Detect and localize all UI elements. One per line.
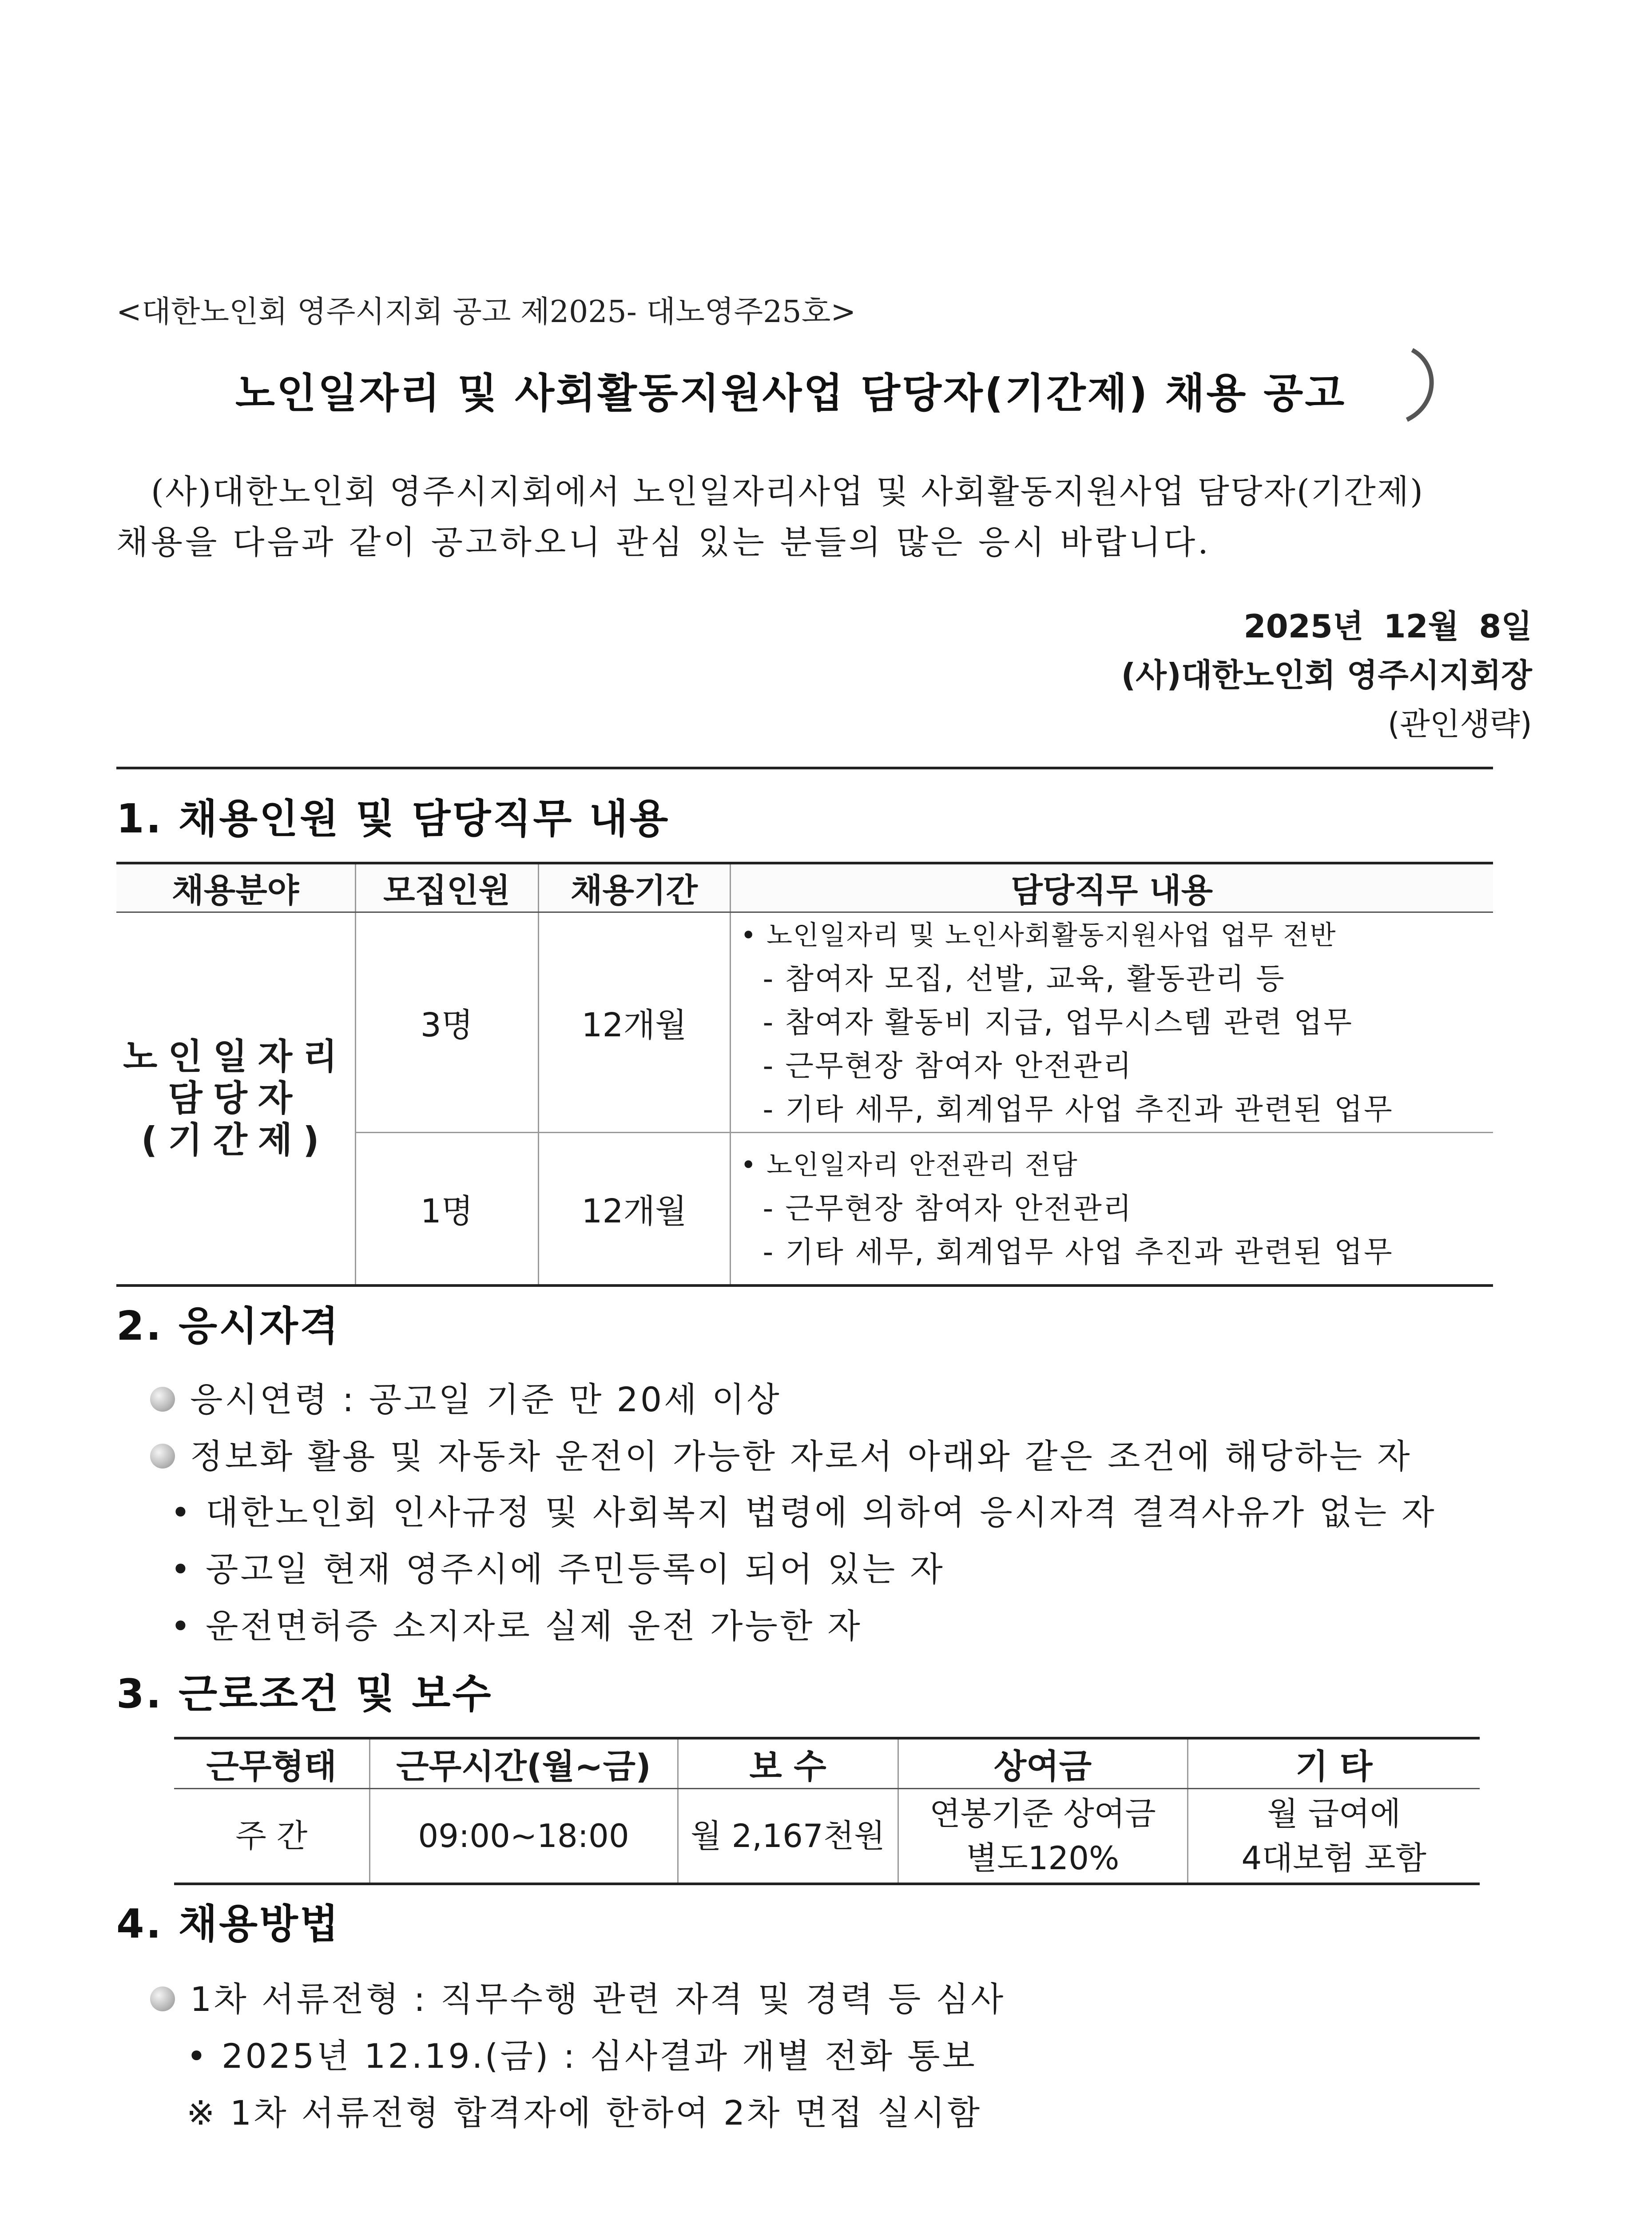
- work-hours-cell: 09:00~18:00: [369, 1789, 678, 1884]
- header-etc: 기 타: [1187, 1738, 1480, 1789]
- header-count: 모집인원: [355, 863, 538, 912]
- duties-cell: [730, 1133, 1493, 1286]
- header-work-type: 근무형태: [174, 1738, 369, 1789]
- qualification-text: 정보화 활용 및 자동차 운전이 가능한 자로서 아래와 같은 조건에 해당하는 자: [190, 1437, 1412, 1476]
- count-cell: 1명: [355, 1133, 538, 1286]
- header-period: 채용기간: [538, 863, 730, 912]
- duty-line: • 노인일자리 안전관리 전담: [740, 1149, 1078, 1181]
- section-3-heading: 3. 근로조건 및 보수: [116, 1671, 493, 1717]
- header-work-hours: 근무시간(월~금): [369, 1738, 678, 1789]
- table-row: [116, 912, 1493, 1133]
- qualification-subitem: • 공고일 현재 영주시에 주민등록이 되어 있는 자: [171, 1549, 945, 1589]
- issuer-name: (사)대한노인회 영주시지회장: [1121, 657, 1532, 694]
- field-cell: [116, 912, 355, 1286]
- intro-line-2: 채용을 다음과 같이 공고하오니 관심 있는 분들의 많은 응시 바랍니다.: [116, 523, 1211, 561]
- section-2-heading: 2. 응시자격: [116, 1303, 340, 1349]
- etc-line-1: 월 급여에: [1267, 1795, 1401, 1832]
- duty-line: - 기타 세무, 회계업무 사업 추진과 관련된 업무: [762, 1234, 1394, 1269]
- duty-line: - 참여자 활동비 지급, 업무시스템 관련 업무: [762, 1005, 1354, 1039]
- method-text: 1차 서류전형 : 직무수행 관련 자격 및 경력 등 심사: [190, 1979, 1006, 2019]
- seal-omitted-note: (관인생략): [1387, 706, 1532, 742]
- divider-rule: [116, 767, 1493, 769]
- qualification-text: 응시연령 : 공고일 기준 만 20세 이상: [190, 1380, 782, 1419]
- qualification-item: [150, 1373, 782, 1421]
- period-cell: 12개월: [538, 912, 730, 1133]
- field-line-2: 담당자: [168, 1077, 303, 1119]
- header-bonus: 상여금: [898, 1738, 1187, 1789]
- duties-cell: [730, 912, 1493, 1133]
- header-field: 채용분야: [116, 863, 355, 912]
- pay-cell: 월 2,167천원: [678, 1789, 898, 1884]
- bonus-line-1: 연봉기준 상여금: [929, 1795, 1156, 1832]
- section-4-heading: 4. 채용방법: [116, 1901, 340, 1947]
- section-1-heading: 1. 채용인원 및 담당직무 내용: [116, 796, 670, 842]
- qualification-item: [150, 1429, 1412, 1478]
- page-title: 노인일자리 및 사회활동지원사업 담당자(기간제) 채용 공고: [235, 370, 1346, 417]
- work-type-cell: 주 간: [174, 1789, 369, 1884]
- title-bracket-decoration: [1403, 346, 1443, 422]
- recruitment-table: [116, 862, 1493, 1287]
- field-line-1: 노인일자리: [123, 1035, 348, 1077]
- field-line-3: (기간제): [141, 1119, 330, 1161]
- table-header-row: [174, 1738, 1480, 1789]
- header-duties: 담당직무 내용: [730, 863, 1493, 912]
- bonus-line-2: 별도120%: [966, 1839, 1120, 1877]
- etc-line-2: 4대보험 포함: [1241, 1839, 1426, 1877]
- notice-date: 2025년 12월 8일: [1243, 608, 1532, 645]
- duty-line: - 참여자 모집, 선발, 교육, 활동관리 등: [762, 961, 1286, 996]
- qualification-subitem: • 운전면허증 소지자로 실제 운전 가능한 자: [171, 1606, 862, 1646]
- notice-number: <대한노인회 영주시지회 공고 제2025- 대노영주25호>: [116, 295, 856, 330]
- title-banner: [209, 342, 1443, 422]
- qualification-subitem: • 대한노인회 인사규정 및 사회복지 법령에 의하여 응시자격 결격사유가 없는 자: [171, 1493, 1437, 1532]
- bullet-circle-icon: [150, 1444, 175, 1469]
- method-item: [150, 1972, 1005, 2021]
- table-header-row: [116, 863, 1493, 912]
- duty-line: • 노인일자리 및 노인사회활동지원사업 업무 전반: [740, 919, 1337, 951]
- bullet-circle-icon: [150, 1986, 175, 2011]
- intro-line-1: (사)대한노인회 영주시지회에서 노인일자리사업 및 사회활동지원사업 담당자(기간제): [151, 473, 1425, 511]
- bonus-cell: [898, 1789, 1187, 1884]
- working-conditions-table: [174, 1737, 1480, 1885]
- count-cell: 3명: [355, 912, 538, 1133]
- method-note: ※ 1차 서류전형 합격자에 한하여 2차 면접 실시함: [187, 2093, 982, 2133]
- method-subitem: • 2025년 12.19.(금) : 심사결과 개별 전화 통보: [187, 2036, 977, 2076]
- duty-line: - 근무현장 참여자 안전관리: [762, 1191, 1133, 1226]
- etc-cell: [1187, 1789, 1480, 1884]
- table-row: [174, 1789, 1480, 1884]
- header-pay: 보 수: [678, 1738, 898, 1789]
- duty-line: - 기타 세무, 회계업무 사업 추진과 관련된 업무: [762, 1092, 1394, 1126]
- duty-line: - 근무현장 참여자 안전관리: [762, 1048, 1133, 1083]
- period-cell: 12개월: [538, 1133, 730, 1286]
- bullet-circle-icon: [150, 1387, 175, 1412]
